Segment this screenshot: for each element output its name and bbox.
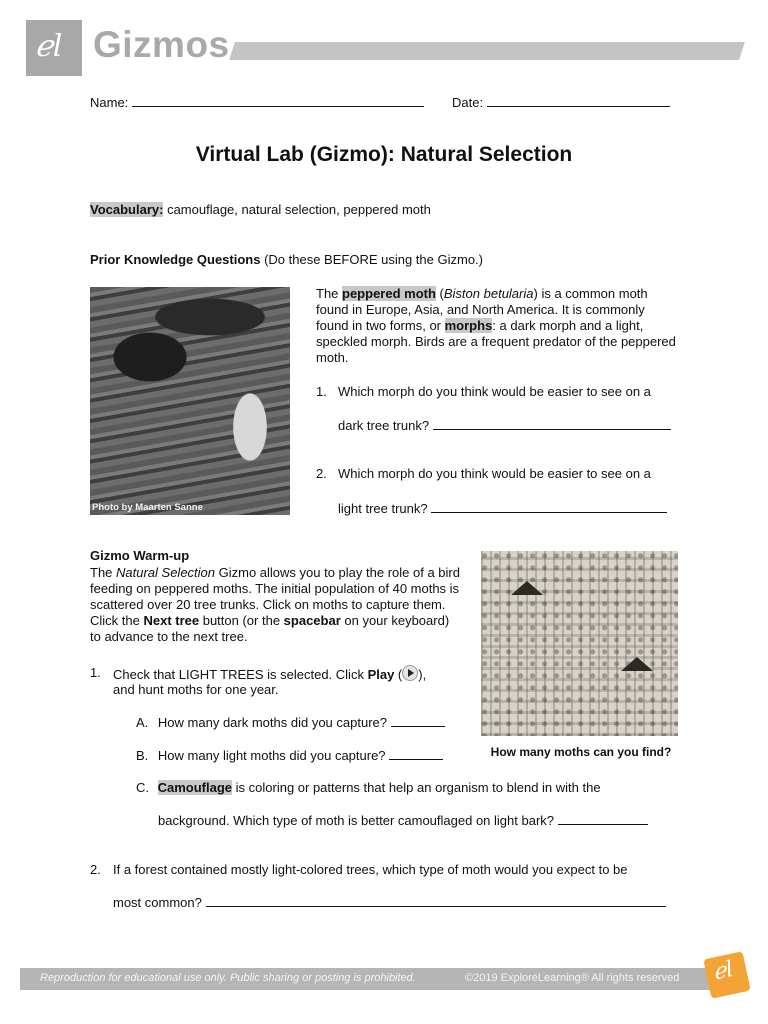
question-text: Which morph do you think would be easier to see on a bbox=[338, 384, 651, 399]
intro-text: ) is a common moth found in Europe, Asia, and North America. It is commonly found in two forms, or bbox=[316, 286, 648, 333]
image-caption: How many moths can you find? bbox=[490, 745, 672, 759]
light-bark-moth-image bbox=[481, 551, 678, 736]
header-bar bbox=[229, 42, 745, 60]
question-number: 1. bbox=[90, 665, 101, 680]
intro-text: : a dark morph and a light, speckled morph. Birds are a frequent predator of the peppered moth. bbox=[316, 318, 676, 365]
question-text bbox=[113, 665, 426, 683]
question-text: most common? bbox=[113, 895, 202, 910]
name-row bbox=[90, 94, 424, 111]
answer-blank[interactable] bbox=[389, 747, 443, 760]
name-label: Name: bbox=[90, 95, 129, 110]
play-term: Play bbox=[367, 667, 395, 682]
warmup-paragraph bbox=[90, 565, 462, 645]
question-1c bbox=[136, 780, 601, 796]
answer-blank[interactable] bbox=[391, 714, 445, 727]
prior-question-1-answer bbox=[338, 417, 671, 434]
footer-logo bbox=[703, 951, 750, 998]
question-text-part: ), bbox=[418, 667, 427, 682]
sub-letter: A. bbox=[136, 715, 149, 730]
logo-glyph: ℯl bbox=[35, 29, 63, 64]
date-blank[interactable] bbox=[487, 94, 670, 107]
sub-question-text: How many dark moths did you capture? bbox=[157, 715, 387, 730]
prior-question-1 bbox=[316, 384, 651, 400]
intro-text: ( bbox=[435, 286, 444, 301]
question-text: light tree trunk? bbox=[338, 501, 428, 516]
warmup-text: button (or the bbox=[199, 613, 284, 628]
warmup-title: Gizmo Warm-up bbox=[90, 548, 190, 563]
warmup-text: on your keyboard) to advance to the next tree. bbox=[90, 613, 450, 644]
prior-question-2 bbox=[316, 466, 651, 482]
dark-moth-shape bbox=[511, 581, 543, 595]
question-text-part: ( bbox=[394, 667, 403, 682]
name-blank[interactable] bbox=[132, 94, 424, 107]
warmup-question-2-line2 bbox=[113, 894, 666, 911]
question-text-part: Check that LIGHT TREES is selected. Click bbox=[113, 667, 368, 682]
sub-letter: B. bbox=[136, 748, 149, 763]
question-number: 2. bbox=[316, 466, 327, 481]
prior-knowledge-title: Prior Knowledge Questions bbox=[90, 252, 261, 267]
footer-logo-glyph: ℯl bbox=[710, 956, 736, 986]
peppered-moth-photo bbox=[90, 287, 290, 515]
page-title: Virtual Lab (Gizmo): Natural Selection bbox=[195, 143, 573, 166]
vocabulary bbox=[90, 202, 431, 218]
question-1b bbox=[136, 747, 443, 764]
warmup-text: The bbox=[90, 565, 117, 580]
sub-question-text: background. Which type of moth is better camouflaged on light bark? bbox=[158, 813, 554, 828]
gizmo-name: Natural Selection bbox=[116, 565, 216, 580]
term-peppered-moth: peppered moth bbox=[342, 286, 436, 301]
spacebar-term: spacebar bbox=[283, 613, 341, 628]
answer-blank[interactable] bbox=[206, 894, 666, 907]
sub-question-text: is coloring or patterns that help an organism to blend in with the bbox=[232, 780, 601, 795]
date-row bbox=[452, 94, 670, 111]
question-text: dark tree trunk? bbox=[338, 418, 430, 433]
photo-credit: Photo by Maarten Sanne bbox=[92, 502, 203, 513]
question-1a bbox=[136, 714, 445, 731]
question-1c-line2 bbox=[158, 812, 648, 829]
dark-moth-shape bbox=[621, 657, 653, 671]
warmup-question-1 bbox=[90, 665, 427, 682]
question-text: Which morph do you think would be easier to see on a bbox=[338, 466, 651, 481]
explorelearning-logo bbox=[26, 20, 82, 76]
sub-letter: C. bbox=[136, 780, 149, 795]
vocabulary-label: Vocabulary: bbox=[90, 202, 164, 217]
sub-question-text: How many light moths did you capture? bbox=[157, 748, 386, 763]
prior-knowledge-heading bbox=[90, 252, 483, 268]
term-camouflage: Camouflage bbox=[157, 780, 233, 795]
next-tree-term: Next tree bbox=[143, 613, 200, 628]
play-icon bbox=[402, 665, 418, 681]
answer-blank[interactable] bbox=[558, 812, 648, 825]
question-text: If a forest contained mostly light-colored trees, which type of moth would you expect to be bbox=[113, 862, 628, 877]
term-morphs: morphs bbox=[444, 318, 493, 333]
question-number: 1. bbox=[316, 384, 327, 399]
vocabulary-terms: camouflage, natural selection, peppered moth bbox=[163, 202, 431, 217]
date-label: Date: bbox=[452, 95, 484, 110]
moth-intro-paragraph bbox=[316, 286, 676, 366]
warmup-question-2 bbox=[90, 862, 628, 878]
brand-title: Gizmos bbox=[93, 24, 230, 65]
prior-knowledge-note: (Do these BEFORE using the Gizmo.) bbox=[260, 252, 483, 267]
warmup-question-1-line2: and hunt moths for one year. bbox=[113, 682, 279, 697]
species-name: Biston betularia bbox=[443, 286, 534, 301]
prior-question-2-answer bbox=[338, 500, 667, 517]
footer-notice: Reproduction for educational use only. Public sharing or posting is prohibited. bbox=[40, 972, 416, 984]
intro-text: The bbox=[316, 286, 343, 301]
answer-blank[interactable] bbox=[433, 417, 671, 430]
warmup-text: Gizmo allows you to play the role of a bird feeding on peppered moths. The initial population of 40 moths is scattered over 20 tree trunks. Click on moths to capture them. Click the bbox=[90, 565, 460, 628]
warmup-heading bbox=[90, 548, 189, 564]
question-number: 2. bbox=[90, 862, 101, 877]
answer-blank[interactable] bbox=[431, 500, 667, 513]
footer-copyright: ©2019 ExploreLearning® All rights reserved bbox=[465, 972, 680, 984]
